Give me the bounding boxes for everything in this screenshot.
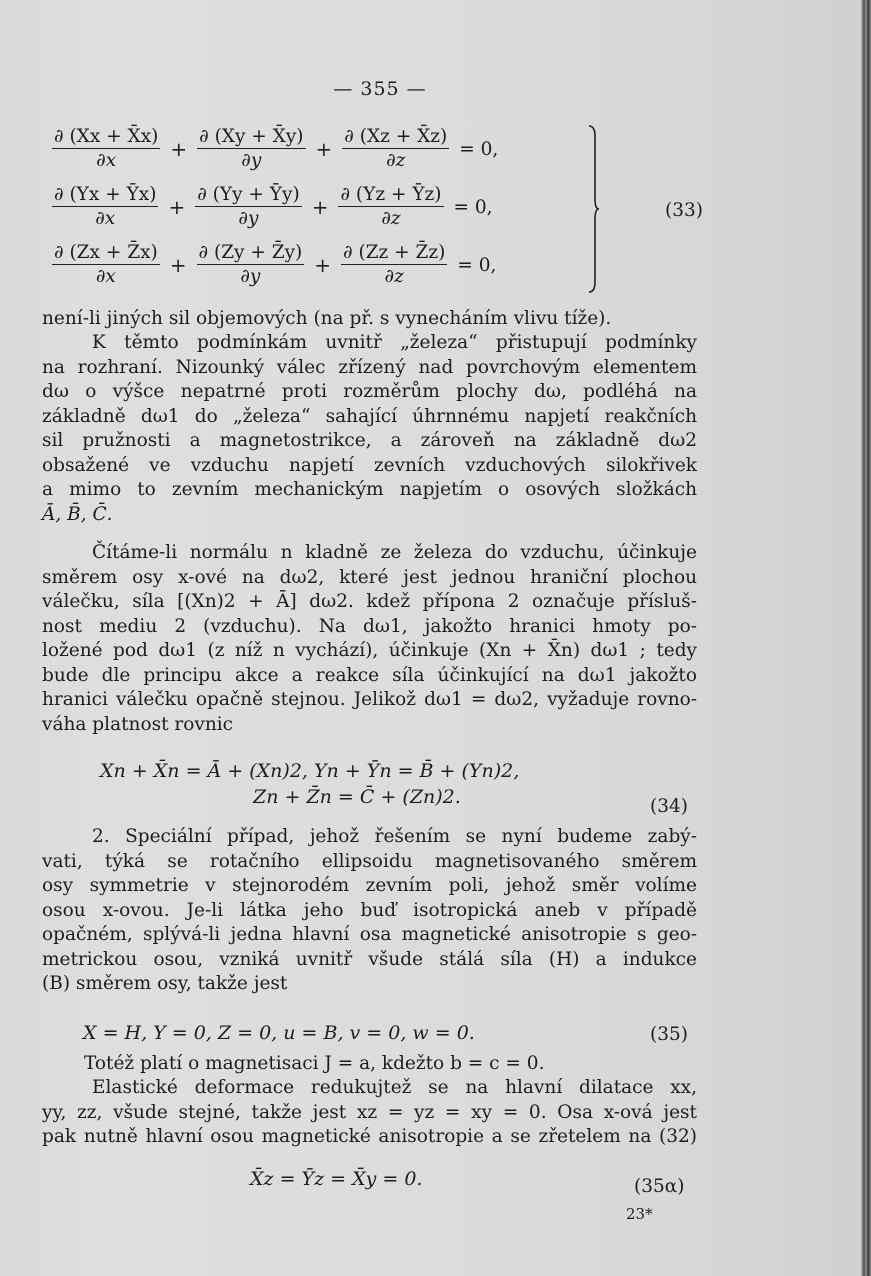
- equation-label-34: (34): [650, 796, 688, 817]
- paragraph-2: K těmto podmínkám uvnitř „železa“ přistupují podmínky na rozhraní. Nizounký válec zřízený nad povrchovým elementem dω o výšce nepatrné proti rozměrům plochy dω, podléhá na základně dω1 do „železa“ sahající úhrnnému napjetí reakčních sil pružnosti a magnetostrikce, a zároveň na základně dω2 obsažené ve vzduchu napjetí zevních vzduchových silokřivek a mimo to zevním mechanickým napjetím o osových složkách Ā, B̄, C̄.: [42, 332, 697, 525]
- fraction: $\frac{\partial (Zx + Z̄x)}{\partial x}$: [54, 241, 158, 287]
- fraction: $\frac{\partial (Zy + Z̄y)}{\partial y}$: [198, 241, 303, 287]
- fraction: $\frac{\partial (Xy + X̄y)}{\partial y}$: [199, 125, 304, 171]
- equation-33-row-1: $\frac{\partial (Xx + X̄x)}{\partial x}$ + $\frac{\partial (Xy + X̄y)}{\partial y}$ + $\frac{\partial (Xz + X̄z)}{\partial z}$ = 0,: [54, 125, 499, 171]
- right-brace-icon: [588, 124, 600, 294]
- equation-35: X = H, Y = 0, Z = 0, u = B, v = 0, w = 0.: [83, 1022, 475, 1044]
- equation-33-row-2: $\frac{\partial (Yx + Ȳx)}{\partial x}$ + $\frac{\partial (Yy + Ȳy)}{\partial y}$ + $\frac{\partial (Yz + Ȳz)}{\partial z}$ = 0,: [54, 183, 493, 229]
- plus-sign: +: [168, 195, 186, 219]
- equation-35a: X̄z = Ȳz = X̄y = 0.: [250, 1168, 423, 1190]
- page-binding-edge: [861, 0, 871, 1276]
- equation-label-35: (35): [650, 1024, 688, 1045]
- plus-sign: +: [311, 195, 329, 219]
- plus-sign: +: [315, 137, 333, 161]
- fraction: $\frac{\partial (Yx + Ȳx)}{\partial x}$: [54, 183, 157, 229]
- plus-sign: +: [170, 137, 188, 161]
- fraction: $\frac{\partial (Zz + Z̄z)}{\partial z}$: [343, 241, 446, 287]
- equation-label-33: (33): [665, 200, 703, 221]
- plus-sign: +: [314, 253, 332, 277]
- paragraph-6: Elastické deformace redukujtež se na hlavní dilatace xx, yy, zz, všude stejné, takže jest xz = yz = xy = 0. Osa x-ová jest pak nutně hlavní osou magnetické anisotropie a se zřetelem na (32): [42, 1077, 697, 1147]
- fraction: $\frac{\partial (Yy + Ȳy)}{\partial y}$: [197, 183, 300, 229]
- fraction: $\frac{\partial (Yz + Ȳz)}{\partial z}$: [340, 183, 442, 229]
- equation-33: [48, 120, 568, 294]
- paragraph-3: Čítáme-li normálu n kladně ze železa do vzduchu, účinkuje směrem osy x-ové na dω2, které jest jednou hraniční plochou válečku, síla [(Xn)2 + Ā] dω2. kdež přípona 2 označuje přísluš- nost mediu 2 (vzduchu). Na dω1, jakožto hranici hmoty po- ložené pod dω1 (z níž n vychází), účinkuje (Xn + X̄n) dω1 ; tedy bude dle principu akce a reakce síla účinkující na dω1 jakožto hranici válečku opačně stejnou. Jelikož dω1 = dω2, vyžaduje rovno- váha platnost rovnic: [42, 542, 697, 735]
- equation-label-35a: (35α): [634, 1176, 685, 1197]
- signature-mark: 23*: [626, 1205, 653, 1223]
- equation-33-row-3: $\frac{\partial (Zx + Z̄x)}{\partial x}$ + $\frac{\partial (Zy + Z̄y)}{\partial y}$ + $\frac{\partial (Zz + Z̄z)}{\partial z}$ = 0,: [54, 241, 497, 287]
- fraction: $\frac{\partial (Xx + X̄x)}{\partial x}$: [54, 125, 159, 171]
- paragraph-1: není-li jiných sil objemových (na př. s vynecháním vlivu tíže).: [42, 308, 612, 329]
- equation-34-line-2: Zn + Z̄n = C̄ + (Zn)2.: [253, 786, 461, 808]
- plus-sign: +: [169, 253, 187, 277]
- fraction: $\frac{\partial (Xz + X̄z)}{\partial z}$: [344, 125, 448, 171]
- paragraph-4: 2. Speciální případ, jehož řešením se nyní budeme zabý- vati, týká se rotačního ellipsoidu magnetisovaného směrem osy symmetrie v stejnorodém zevním poli, jehož směr volíme osou x-ovou. Je-li látka jeho buď isotropická aneb v případě opačném, splývá-li jedna hlavní osa magnetické anisotropie s geo- metrickou osou, vzniká uvnitř všude stálá síla (H) a indukce (B) směrem osy, takže jest: [42, 826, 697, 994]
- page-number: — 355 —: [333, 78, 427, 100]
- paragraph-5: Totéž platí o magnetisaci J = a, kdežto b = c = 0.: [84, 1053, 545, 1074]
- equation-34-line-1: Xn + X̄n = Ā + (Xn)2, Yn + Ȳn = B̄ + (Yn)2,: [100, 760, 520, 782]
